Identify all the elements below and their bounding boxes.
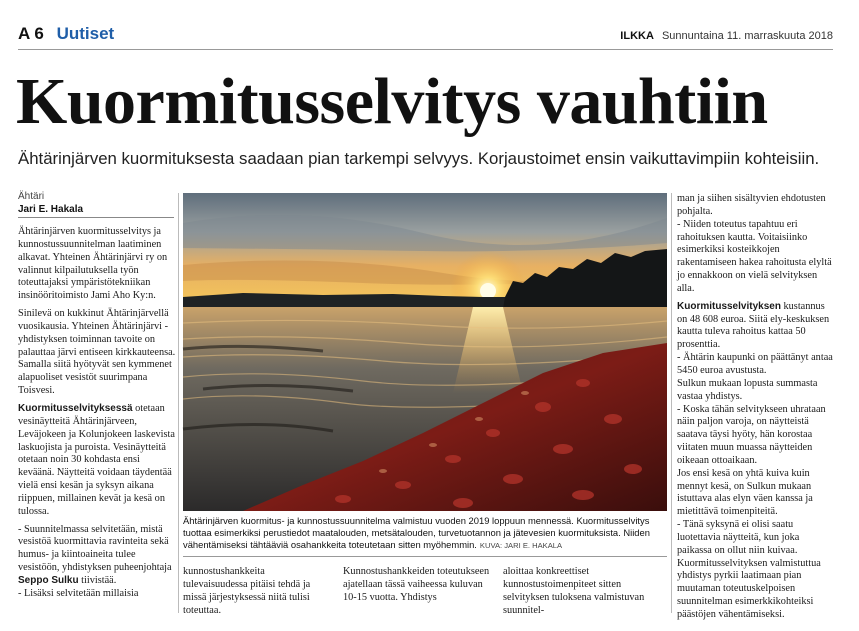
paragraph: Ähtärinjärven kuormitusselvitys ja kunnostussuunnitelman laatiminen alkavat. Yhteinen Ähtärinjärvi ry on valinnut kilpailutuksella työn toteuttajaksi ympäristötekniikan insinööritoimisto Jami Aho Ky:n. (18, 226, 168, 302)
paragraph: kunnostushankkeita tulevaisuudessa pitäisi tehdä ja missä järjestyksessä niitä tulisi toteuttaa. (183, 566, 311, 616)
byline-location: Ähtäri (18, 191, 45, 202)
photo-credit: KUVA: JARI E. HAKALA (479, 541, 563, 550)
headline: Kuormitusselvitys vauhtiin (16, 65, 768, 138)
paragraph (677, 301, 833, 352)
paragraph: Kuormitusselvityksen valmistuttua yhdistys pyrkii laatimaan pian muutaman toteutuskelpoisen suunnitelman esimerkkikohteiksi päästöjen vähentämiseksi. (677, 557, 821, 620)
paragraph-text: tiivistää. (78, 574, 117, 586)
paragraph-text: - Suunnitelmassa selvitetään, mistä vesistöä kuormittavia ravinteita sekä humus- ja kiintoaineita tulee vesistöön, yhdistyksen puheenjohtaja (18, 523, 172, 574)
paragraph: Sulkun mukaan lopusta summasta vastaa yhdistys. (677, 377, 818, 402)
paragraph: - Niiden toteutus tapahtuu eri rahoituksen kautta. Voitaisiinko esimerkiksi kosteikkojen rakentamiseen hakea rahoitusta elyltä jo ennakkoon on vielä selvityksen alla. (677, 218, 832, 294)
byline-divider (18, 217, 174, 218)
paragraph: Jos ensi kesä on yhtä kuiva kuin mennyt kesä, on Sulkun mukaan istuttava alas elyn väen kanssa ja mietittävä toimenpiteitä. (677, 467, 813, 518)
paragraph-text: kustannus on 48 608 euroa. Siitä ely-keskuksen kautta tuleva rahoitus kattaa 50 prosenttia. (677, 300, 830, 351)
column-divider (178, 193, 179, 613)
page-header-right (620, 30, 833, 42)
paragraph-text: otetaan vesinäytteitä Ähtärinjärveen, Leväjokeen ja Kolunjokeen laskevista laskuojista ja puroista. Vesinäytteitä otetaan noin 30 kohdasta ensi keväänä. Näytteitä voidaan täydentää vielä ensi kesän ja syksyn aikana riippuen, millainen kevät ja kesä on tulossa. (18, 402, 175, 517)
paper-name: ILKKA (620, 30, 654, 42)
column-divider (671, 193, 672, 613)
article-column-2 (183, 566, 331, 617)
paragraph: - Tänä syksynä ei olisi saatu luotettavia näytteitä, kun joka paikassa on ollut niin kuivaa. (677, 519, 800, 556)
lead-in: Kuormitusselvityksessä (18, 402, 133, 414)
article-column-5 (677, 193, 833, 620)
paragraph (18, 403, 176, 519)
paragraph: - Koska tähän selvitykseen uhrataan näin paljon varoja, on näytteistä saatava täysi hyöty, hän korostaa viitaten muun muassa näytteiden oikeaan ottoaikaan. (677, 403, 826, 466)
paragraph: Kunnostushankkeiden toteutukseen ajatellaan tässä vaiheessa kuluvan 10-15 vuotta. Yhdistys (343, 566, 490, 603)
paragraph: aloittaa konkreettiset kunnostustoimenpiteet sitten selvityksen tuloksena valmistuvan suunnitel- (503, 566, 645, 616)
section-label: Uutiset (56, 24, 115, 43)
page-number: A 6 (18, 24, 44, 43)
caption-divider (183, 556, 667, 557)
article-column-3 (343, 566, 491, 605)
header-divider (18, 49, 833, 50)
article-column-1 (18, 226, 176, 616)
page-header-left (18, 24, 114, 44)
article-column-4 (503, 566, 661, 617)
paragraph: Sinilevä on kukkinut Ähtärinjärvellä vuosikausia. Yhteinen Ähtärinjärvi -yhdistyksen toiminnan tavoite on palauttaa järvi entiseen kirkkauteensa. Samalla siitä hyötyvät sen kymmenet alapuoliset vesistöt suurimpana Toisvesi. (18, 308, 176, 397)
lede: Ähtärinjärven kuormituksesta saadaan pian tarkempi selvyys. Korjaustoimet ensin vaikuttavimpiin kohteisiin. (18, 149, 820, 168)
paragraph (18, 524, 176, 588)
paragraph: - Ähtärin kaupunki on päättänyt antaa 5450 euroa avustusta. (677, 352, 833, 376)
sunset-lake-photo (183, 193, 667, 511)
byline (18, 190, 178, 216)
person-name: Seppo Sulku (18, 574, 79, 586)
issue-date: Sunnuntaina 11. marraskuuta 2018 (661, 30, 833, 42)
paragraph: man ja siihen sisältyvien ehdotusten pohjalta. (677, 193, 826, 217)
lead-in: Kuormitusselvityksen (677, 300, 781, 312)
byline-author: Jari E. Hakala (18, 204, 84, 215)
photo-caption (183, 515, 667, 552)
caption-text: Ähtärinjärven kuormitus- ja kunnostussuunnitelma valmistuu vuoden 2019 loppuun mennessä. Kuormitusselvitys tuottaa esimerkiksi perustiedot maatalouden, metsätalouden, turvetuotannon ja jätevesien kuormituksista. Niiden vähentämiseksi tähtääviä osahankkeita toteutetaan sitten myöhemmin. (183, 515, 650, 550)
paragraph: - Lisäksi selvitetään millaisia (18, 587, 139, 599)
